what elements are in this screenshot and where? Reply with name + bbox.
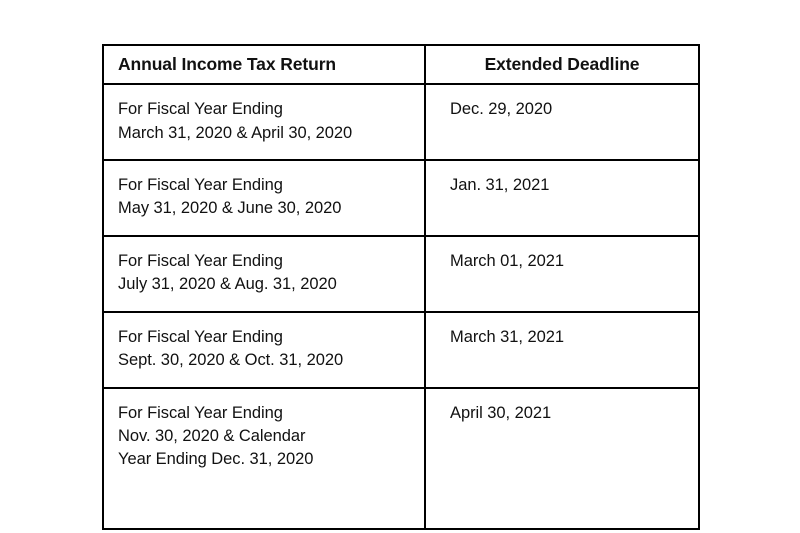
return-line: May 31, 2020 & June 30, 2020: [118, 199, 342, 218]
column-header-extended-deadline: Extended Deadline: [425, 45, 699, 84]
table-header-row: [103, 45, 699, 84]
tax-deadline-table: [102, 44, 700, 530]
return-line: Sept. 30, 2020 & Oct. 31, 2020: [118, 351, 344, 370]
deadline-value: Dec. 29, 2020: [450, 100, 553, 119]
return-line: March 31, 2020 & April 30, 2020: [118, 123, 353, 142]
cell-annual-income-tax-return: [103, 160, 425, 236]
cell-extended-deadline: [425, 236, 699, 312]
cell-annual-income-tax-return: [103, 236, 425, 312]
table-row: [103, 236, 699, 312]
cell-annual-income-tax-return: [103, 388, 425, 529]
table-row: [103, 312, 699, 388]
return-line: July 31, 2020 & Aug. 31, 2020: [118, 275, 337, 294]
table-row: [103, 160, 699, 236]
table-row: [103, 84, 699, 160]
return-line: For Fiscal Year Ending: [118, 251, 283, 270]
table-body: [103, 84, 699, 528]
deadline-value: April 30, 2021: [450, 403, 552, 422]
deadline-value: Jan. 31, 2021: [450, 175, 550, 194]
cell-extended-deadline: [425, 312, 699, 388]
table-row: [103, 388, 699, 529]
deadline-value: March 01, 2021: [450, 251, 564, 270]
return-line: For Fiscal Year Ending: [118, 100, 283, 119]
table-header: [103, 45, 699, 84]
return-line: For Fiscal Year Ending: [118, 175, 283, 194]
cell-extended-deadline: [425, 160, 699, 236]
cell-extended-deadline: [425, 388, 699, 529]
return-line: For Fiscal Year Ending: [118, 327, 283, 346]
column-header-annual-income-tax-return: Annual Income Tax Return: [103, 45, 425, 84]
cell-extended-deadline: [425, 84, 699, 160]
return-line: For Fiscal Year Ending: [118, 403, 283, 422]
cell-annual-income-tax-return: [103, 312, 425, 388]
deadline-value: March 31, 2021: [450, 327, 564, 346]
cell-annual-income-tax-return: [103, 84, 425, 160]
return-line: Nov. 30, 2020 & Calendar: [118, 426, 306, 445]
return-line: Year Ending Dec. 31, 2020: [118, 450, 314, 469]
